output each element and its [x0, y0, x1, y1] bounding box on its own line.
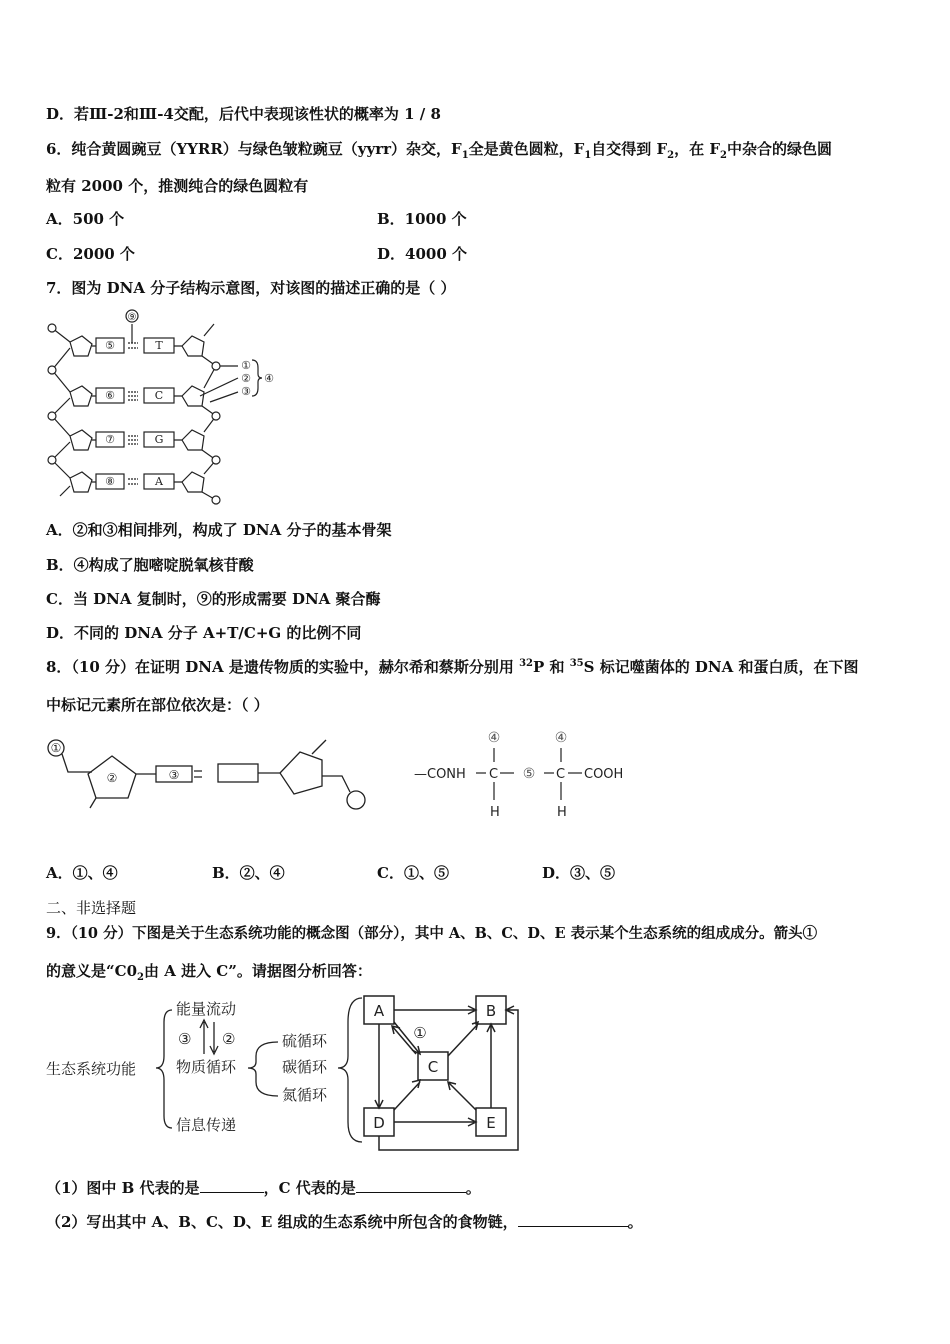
node-a: A — [373, 1002, 385, 1020]
q6-option-c[interactable]: C．2000 个 — [46, 245, 135, 263]
q7-option-c[interactable]: C．当 DNA 复制时，⑨的形成需要 DNA 聚合酶 — [46, 590, 381, 608]
q6-option-a[interactable]: A．500 个 — [46, 210, 125, 228]
cooh-group: COOH — [584, 767, 624, 782]
hydrogen-1: H — [490, 805, 500, 820]
matter-cycle: 物质循环 — [176, 1058, 237, 1076]
answer-blank-b[interactable] — [200, 1178, 264, 1193]
label-6: ⑥ — [105, 389, 115, 402]
amino-acid-diagram — [414, 724, 634, 824]
fig8-label-1: ① — [50, 741, 62, 755]
dna-structure-diagram — [40, 306, 290, 508]
q9-subquestion-1: （1）图中 B 代表的是 ，C 代表的是 。 — [46, 1179, 481, 1197]
q9-stem-line1: 9．（10 分）下图是关于生态系统功能的概念图（部分），其中 A、B、C、D、E 表示某个生态系统的组成成分。箭头① — [46, 925, 818, 942]
nitrogen-cycle: 氮循环 — [282, 1086, 328, 1104]
q8-option-c[interactable]: C．①、⑤ — [377, 864, 449, 882]
q7-option-d[interactable]: D．不同的 DNA 分子 A+T/C+G 的比例不同 — [46, 624, 362, 642]
q6-option-b[interactable]: B．1000 个 — [377, 210, 467, 228]
label-3: ③ — [241, 385, 251, 398]
label-5: ⑤ — [105, 339, 115, 352]
q8-option-d[interactable]: D．③、⑤ — [542, 864, 616, 882]
base-a: A — [155, 475, 163, 488]
sulfur-cycle: 硫循环 — [282, 1032, 328, 1050]
q6-stem-line2: 粒有 2000 个，推测纯合的绿色圆粒有 — [46, 177, 309, 195]
hydrogen-2: H — [557, 805, 567, 820]
label-4: ④ — [264, 372, 274, 385]
ecosystem-concept-map — [44, 992, 544, 1162]
q7-stem: 7．图为 DNA 分子结构示意图，对该图的描述正确的是（ ） — [46, 279, 456, 297]
answer-blank-c[interactable] — [356, 1178, 466, 1193]
base-c: C — [154, 389, 164, 402]
q8-option-b[interactable]: B．②、④ — [212, 864, 285, 882]
q7-option-a[interactable]: A．②和③相间排列，构成了 DNA 分子的基本骨架 — [46, 521, 392, 539]
base-g: G — [154, 433, 164, 446]
energy-flow: 能量流动 — [176, 1000, 237, 1018]
arrow-3-label: ③ — [178, 1030, 192, 1048]
node-b: B — [485, 1002, 497, 1020]
carbon-2: C — [556, 767, 566, 782]
q9-stem-line2: 的意义是“$C0_2$由 A 进入 C”。请据图分析回答： — [46, 962, 372, 983]
info-transfer: 信息传递 — [176, 1116, 237, 1134]
q6-stem-line1: 6．纯合黄圆豌豆（YYRR）与绿色皱粒豌豆（yyrr）杂交，$F_1$全是黄色圆粒，$F_1$自交得到 $F_2$，在 $F_2$中杂合的绿色圆 — [46, 140, 832, 161]
fig8-label-4b: ④ — [554, 730, 568, 746]
q8-stem-line2: 中标记元素所在部位依次是：（ ） — [46, 696, 269, 714]
fig8-label-4a: ④ — [487, 730, 501, 746]
base-t: T — [155, 339, 163, 352]
q9-subquestion-2: （2）写出其中 A、B、C、D、E 组成的生态系统中所包含的食物链， 。 — [46, 1213, 643, 1231]
node-d: D — [373, 1114, 385, 1132]
root-text: 生态系统功能 — [46, 1060, 137, 1078]
label-9: ⑨ — [127, 312, 137, 323]
fig8-label-3: ③ — [168, 768, 180, 782]
conh-group: —CONH — [414, 767, 466, 782]
carbon-1: C — [489, 767, 499, 782]
answer-blank-food-chain[interactable] — [518, 1212, 628, 1227]
node-e: E — [486, 1114, 496, 1132]
fig8-label-2: ② — [106, 771, 118, 785]
nucleotide-diagram — [44, 730, 374, 830]
q8-option-a[interactable]: A．①、④ — [46, 864, 118, 882]
label-8: ⑧ — [105, 475, 115, 488]
arrow-1-label: ① — [413, 1024, 427, 1042]
fig8-label-5: ⑤ — [522, 766, 536, 782]
label-1: ① — [241, 359, 251, 372]
carbon-cycle: 碳循环 — [282, 1058, 328, 1076]
arrow-2-label: ② — [222, 1030, 236, 1048]
q8-stem-line1: 8．（10 分）在证明 DNA 是遗传物质的实验中，赫尔希和蔡斯分别用 $^{32}$P 和 $^{35}$S 标记噬菌体的 DNA 和蛋白质，在下图 — [46, 658, 859, 676]
q7-option-b[interactable]: B．④构成了胞嘧啶脱氧核苷酸 — [46, 556, 254, 574]
q5-option-d: D．若Ⅲ-2和Ⅲ-4交配，后代中表现该性状的概率为 1 / 8 — [46, 105, 441, 123]
label-2: ② — [241, 372, 251, 385]
label-7: ⑦ — [105, 433, 115, 446]
node-c: C — [427, 1058, 439, 1076]
q6-option-d[interactable]: D．4000 个 — [377, 245, 467, 263]
section-heading: 二、非选择题 — [46, 899, 137, 917]
